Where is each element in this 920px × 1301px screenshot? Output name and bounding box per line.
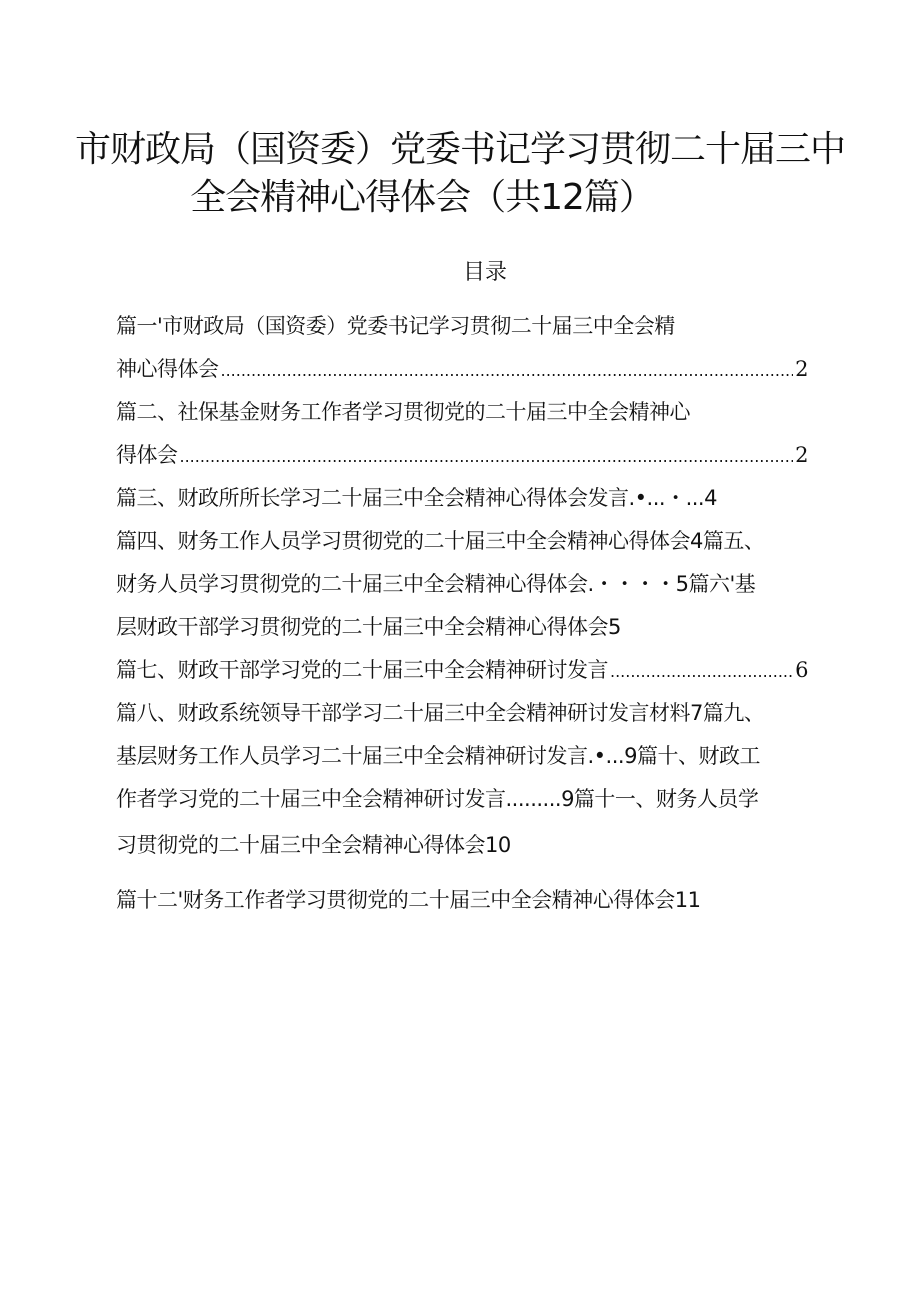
toc-entry-4-5[interactable]: 篇四、财务工作人员学习贯彻党的二十届三中全会精神心得体会4篇五、 bbox=[116, 529, 765, 553]
toc-entry-2-page: 2 bbox=[795, 443, 808, 467]
toc-entry-1-label: 神心得体会 bbox=[116, 357, 219, 381]
toc-entry-1-line-2[interactable] bbox=[116, 354, 808, 386]
toc-leader-dots bbox=[610, 657, 793, 687]
toc-entry-7[interactable] bbox=[116, 655, 808, 687]
document-title-line-2: 全会精神心得体会（共12篇） bbox=[190, 177, 654, 218]
toc-heading: 目录 bbox=[462, 260, 507, 285]
toc-entry-7-page: 6 bbox=[795, 658, 808, 682]
toc-leader-dots bbox=[180, 442, 794, 472]
toc-entry-11-cont[interactable]: 习贯彻党的二十届三中全会精神心得体会10 bbox=[116, 833, 511, 857]
toc-leader-dots bbox=[221, 356, 794, 386]
toc-entry-9-10[interactable]: 基层财务工作人员学习二十届三中全会精神研讨发言.•...9篇十、财政工 bbox=[116, 744, 760, 768]
toc-entry-3[interactable]: 篇三、财政所所长学习二十届三中全会精神心得体会发言.•...・...4 bbox=[116, 486, 717, 510]
toc-entry-2-line-2[interactable] bbox=[116, 440, 808, 472]
toc-entry-7-label: 篇七、财政干部学习党的二十届三中全会精神研讨发言 bbox=[116, 658, 608, 682]
toc-entry-1-line-1[interactable]: 篇一'市财政局（国资委）党委书记学习贯彻二十届三中全会精 bbox=[116, 314, 675, 338]
toc-entry-6-cont[interactable]: 层财政干部学习贯彻党的二十届三中全会精神心得体会5 bbox=[116, 615, 621, 639]
toc-entry-1-page: 2 bbox=[795, 357, 808, 381]
toc-entry-2-label: 得体会 bbox=[116, 443, 178, 467]
toc-entry-12[interactable]: 篇十二'财务工作者学习贯彻党的二十届三中全会精神心得体会11 bbox=[116, 888, 701, 912]
toc-entry-10-11[interactable]: 作者学习党的二十届三中全会精神研讨发言.........9篇十一、财务人员学 bbox=[116, 787, 759, 811]
toc-entry-8-9[interactable]: 篇八、财政系统领导干部学习二十届三中全会精神研讨发言材料7篇九、 bbox=[116, 701, 765, 725]
toc-entry-5-6[interactable]: 财务人员学习贯彻党的二十届三中全会精神心得体会.・・・・5篇六'基 bbox=[116, 572, 756, 596]
document-title-line-1: 市财政局（国资委）党委书记学习贯彻二十届三中 bbox=[74, 129, 845, 170]
toc-entry-2-line-1[interactable]: 篇二、社保基金财务工作者学习贯彻党的二十届三中全会精神心 bbox=[116, 400, 690, 424]
